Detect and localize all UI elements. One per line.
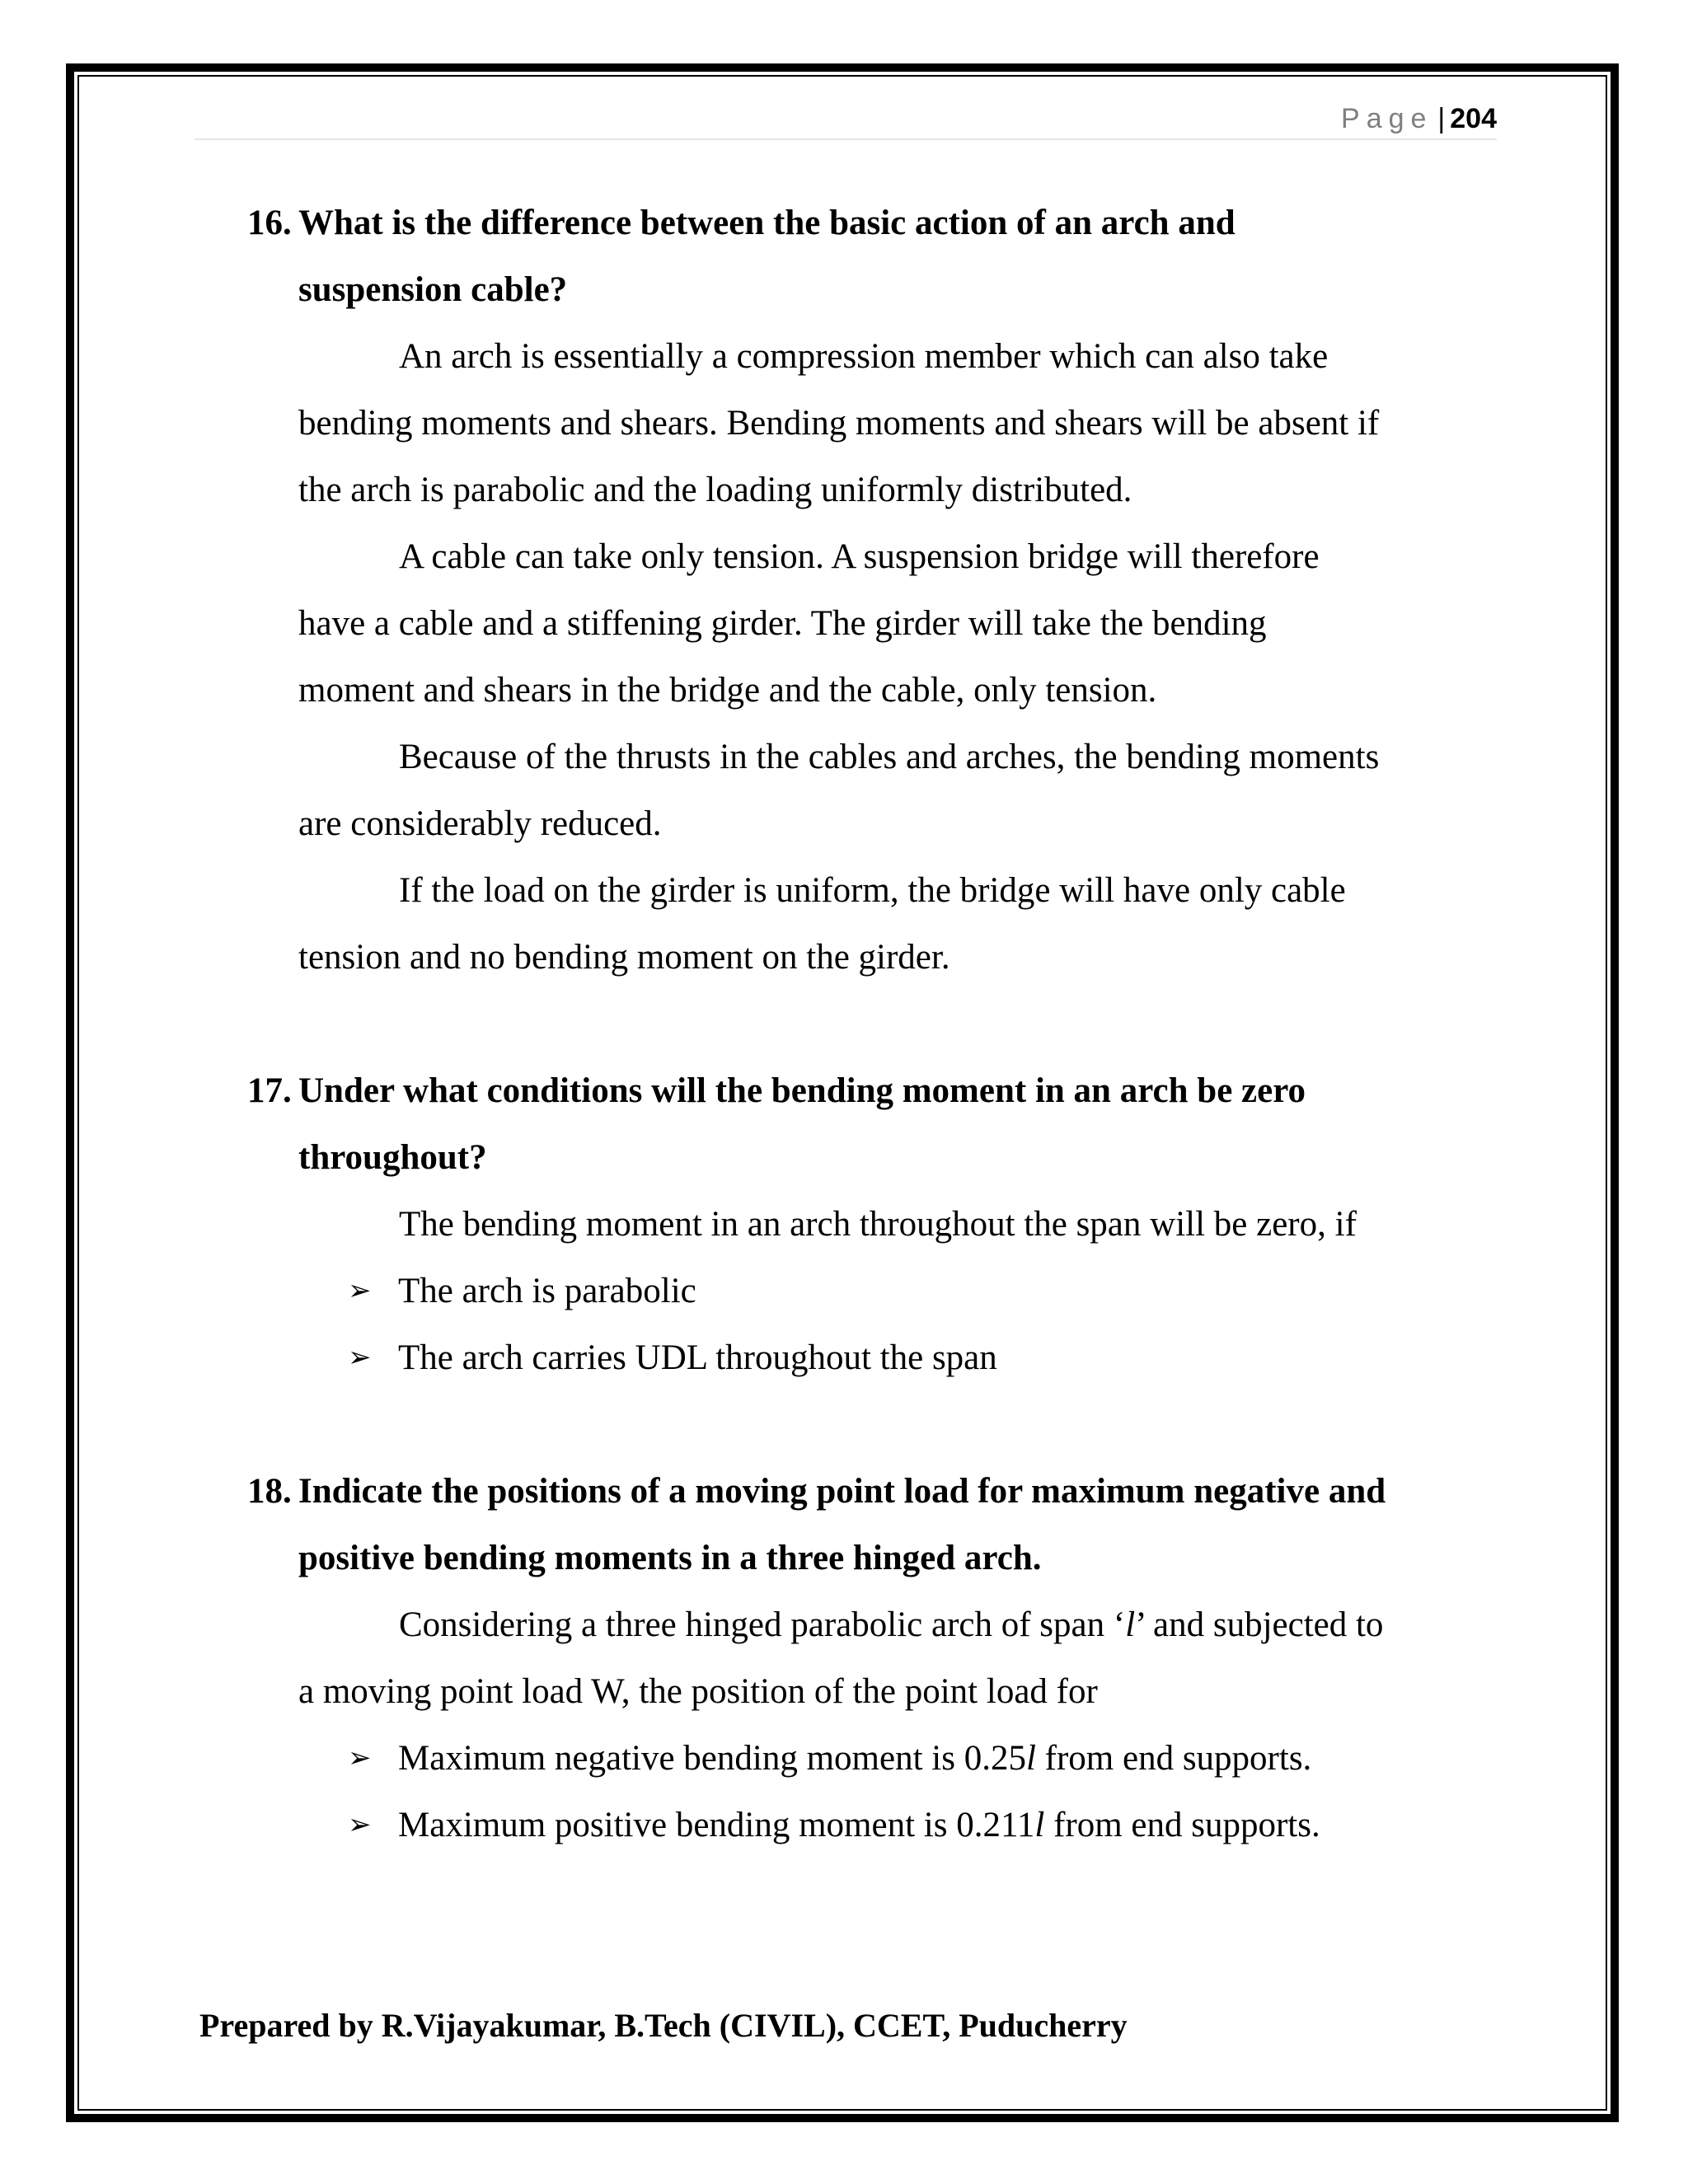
page-number: 204 <box>1450 103 1497 134</box>
list-item <box>247 1258 1533 1324</box>
question-title-line: What is the difference between the basic action of an arch and <box>298 204 1236 242</box>
answer-paragraph <box>247 323 1533 523</box>
question-number: 16. <box>247 204 292 242</box>
answer-paragraph <box>247 523 1533 724</box>
list-item-text: The arch carries UDL throughout the span <box>398 1338 997 1377</box>
question-number: 17. <box>247 1071 292 1110</box>
list-item-text: The arch is parabolic <box>398 1272 696 1310</box>
question-17-title <box>247 1057 1533 1191</box>
question-title-line: throughout? <box>298 1138 487 1177</box>
list-item <box>247 1792 1533 1858</box>
paragraph-line: moment and shears in the bridge and the cable, only tension. <box>298 671 1157 710</box>
question-title-line: suspension cable? <box>298 270 568 309</box>
paragraph-line: tension and no bending moment on the girder. <box>298 938 950 977</box>
list-item <box>247 1324 1533 1391</box>
page-content <box>247 190 1533 1858</box>
answer-paragraph <box>247 857 1533 991</box>
paragraph-line: have a cable and a stiffening girder. The girder will take the bending <box>298 604 1267 643</box>
arrow-bullet-icon: ➢ <box>348 1741 372 1774</box>
paragraph-line: a moving point load W, the position of the point load for <box>298 1672 1098 1711</box>
question-title-line: Indicate the positions of a moving point load for maximum negative and <box>298 1472 1386 1511</box>
page-footer: Prepared by R.Vijayakumar, B.Tech (CIVIL), CCET, Puducherry <box>199 2007 1128 2044</box>
paragraph-line: The bending moment in an arch throughout the span will be zero, if <box>399 1205 1357 1244</box>
list-item-text: from end supports. <box>1044 1806 1320 1844</box>
arrow-bullet-icon: ➢ <box>348 1341 372 1374</box>
span-variable: l <box>1125 1605 1136 1644</box>
paragraph-line: Because of the thrusts in the cables and arches, the bending moments <box>399 738 1380 776</box>
list-item-text: Maximum negative bending moment is 0.25 <box>398 1739 1026 1778</box>
question-title-line: Under what conditions will the bending moment in an arch be zero <box>298 1071 1306 1110</box>
arrow-bullet-icon: ➢ <box>348 1274 372 1307</box>
answer-paragraph <box>247 1591 1533 1725</box>
list-item-text: from end supports. <box>1035 1739 1312 1778</box>
span-variable: l <box>1025 1739 1036 1778</box>
question-18-title <box>247 1458 1533 1591</box>
paragraph-line: A cable can take only tension. A suspension bridge will therefore <box>399 537 1320 576</box>
question-number: 18. <box>247 1472 292 1511</box>
page-separator: | <box>1437 103 1446 134</box>
paragraph-line: the arch is parabolic and the loading uniformly distributed. <box>298 471 1132 509</box>
question-title-line: positive bending moments in a three hinged arch. <box>298 1539 1042 1577</box>
span-variable: l <box>1034 1806 1045 1844</box>
question-16-title <box>247 190 1533 323</box>
page-header <box>195 97 1497 140</box>
answer-paragraph <box>247 1191 1533 1258</box>
paragraph-line: are considerably reduced. <box>298 804 662 843</box>
list-item <box>247 1725 1533 1792</box>
paragraph-text: ’ and subjected to <box>1135 1605 1384 1644</box>
paragraph-line: bending moments and shears. Bending moments and shears will be absent if <box>298 404 1380 443</box>
paragraph-text: Considering a three hinged parabolic arch of span ‘ <box>399 1605 1126 1644</box>
paragraph-line: If the load on the girder is uniform, the bridge will have only cable <box>399 871 1346 910</box>
answer-paragraph <box>247 724 1533 857</box>
page-label: Page <box>1341 103 1433 134</box>
list-item-text: Maximum positive bending moment is 0.211 <box>398 1806 1035 1844</box>
arrow-bullet-icon: ➢ <box>348 1808 372 1841</box>
paragraph-line: An arch is essentially a compression member which can also take <box>399 337 1329 376</box>
